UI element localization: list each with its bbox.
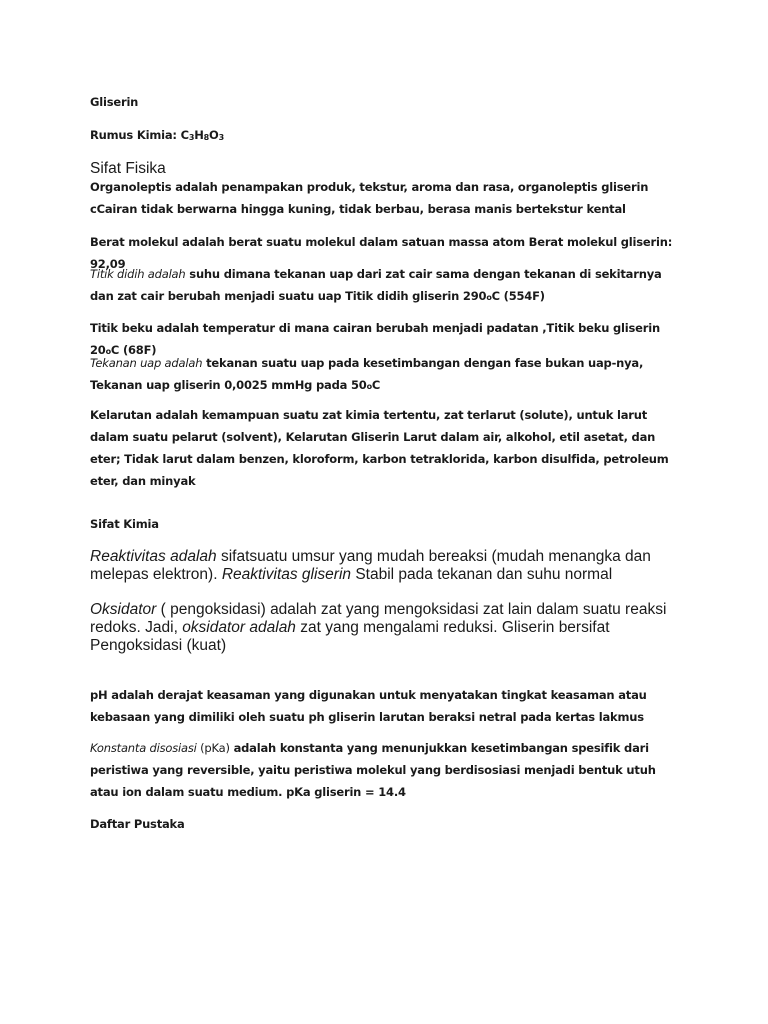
- paragraph-oksidator: Oksidator ( pengoksidasi) adalah zat yang mengoksidasi zat lain dalam suatu reaksi redoks. Jadi, oksidator adalah zat yang mengalami reduksi. Gliserin bersifat Pengoksidasi (kuat): [90, 601, 667, 654]
- paragraph-titik-beku: Titik beku adalah temperatur di mana cairan berubah menjadi padatan ,Titik beku gliserin 20oC (68F): [90, 321, 660, 357]
- doc-title: Gliserin: [90, 95, 139, 109]
- paragraph-kelarutan: Kelarutan adalah kemampuan suatu zat kimia tertentu, zat terlarut (solute), untuk larut dalam suatu pelarut (solvent), Kelarutan Gliserin Larut dalam air, alkohol, etil asetat, dan eter; Tidak larut dalam benzen, kloroform, karbon tetraklorida, karbon disulfida, petroleum eter, dan minyak: [90, 408, 669, 488]
- paragraph-titik-didih: Titik didih adalah suhu dimana tekanan uap dari zat cair sama dengan tekanan di sekitarnya dan zat cair berubah menjadi suatu uap Titik didih gliserin 290oC (554F): [90, 267, 662, 303]
- section-heading-daftar-pustaka: Daftar Pustaka: [90, 817, 185, 831]
- paragraph-konstanta-disosiasi: Konstanta disosiasi (pKa) adalah konstanta yang menunjukkan kesetimbangan spesifik dari peristiwa yang reversible, yaitu peristiwa molekul yang berdisosiasi menjadi bentuk utuh atau ion dalam suatu medium. pKa gliserin = 14.4: [90, 741, 656, 799]
- paragraph-organoleptis: Organoleptis adalah penampakan produk, tekstur, aroma dan rasa, organoleptis gliserin cCairan tidak berwarna hingga kuning, tidak berbau, berasa manis bertekstur kental: [90, 180, 649, 216]
- chemical-formula: Rumus Kimia: $C_3H_8O_3$: [90, 128, 224, 142]
- section-heading-sifat-kimia: Sifat Kimia: [90, 517, 159, 531]
- paragraph-ph: pH adalah derajat keasaman yang digunakan untuk menyatakan tingkat keasaman atau kebasaan yang dimiliki oleh suatu ph gliserin larutan beraksi netral pada kertas lakmus: [90, 688, 647, 724]
- section-heading-sifat-fisika: Sifat Fisika: [90, 160, 166, 177]
- paragraph-reaktivitas: Reaktivitas adalah sifatsuatu umsur yang mudah bereaksi (mudah menangka dan melepas elektron). Reaktivitas gliserin Stabil pada tekanan dan suhu normal: [90, 548, 651, 583]
- paragraph-berat-molekul: Berat molekul adalah berat suatu molekul dalam satuan massa atom Berat molekul gliserin: 92,09: [90, 235, 673, 271]
- paragraph-tekanan-uap: Tekanan uap adalah tekanan suatu uap pada kesetimbangan dengan fase bukan uap-nya, Tekanan uap gliserin 0,0025 mmHg pada 50oC: [90, 356, 644, 392]
